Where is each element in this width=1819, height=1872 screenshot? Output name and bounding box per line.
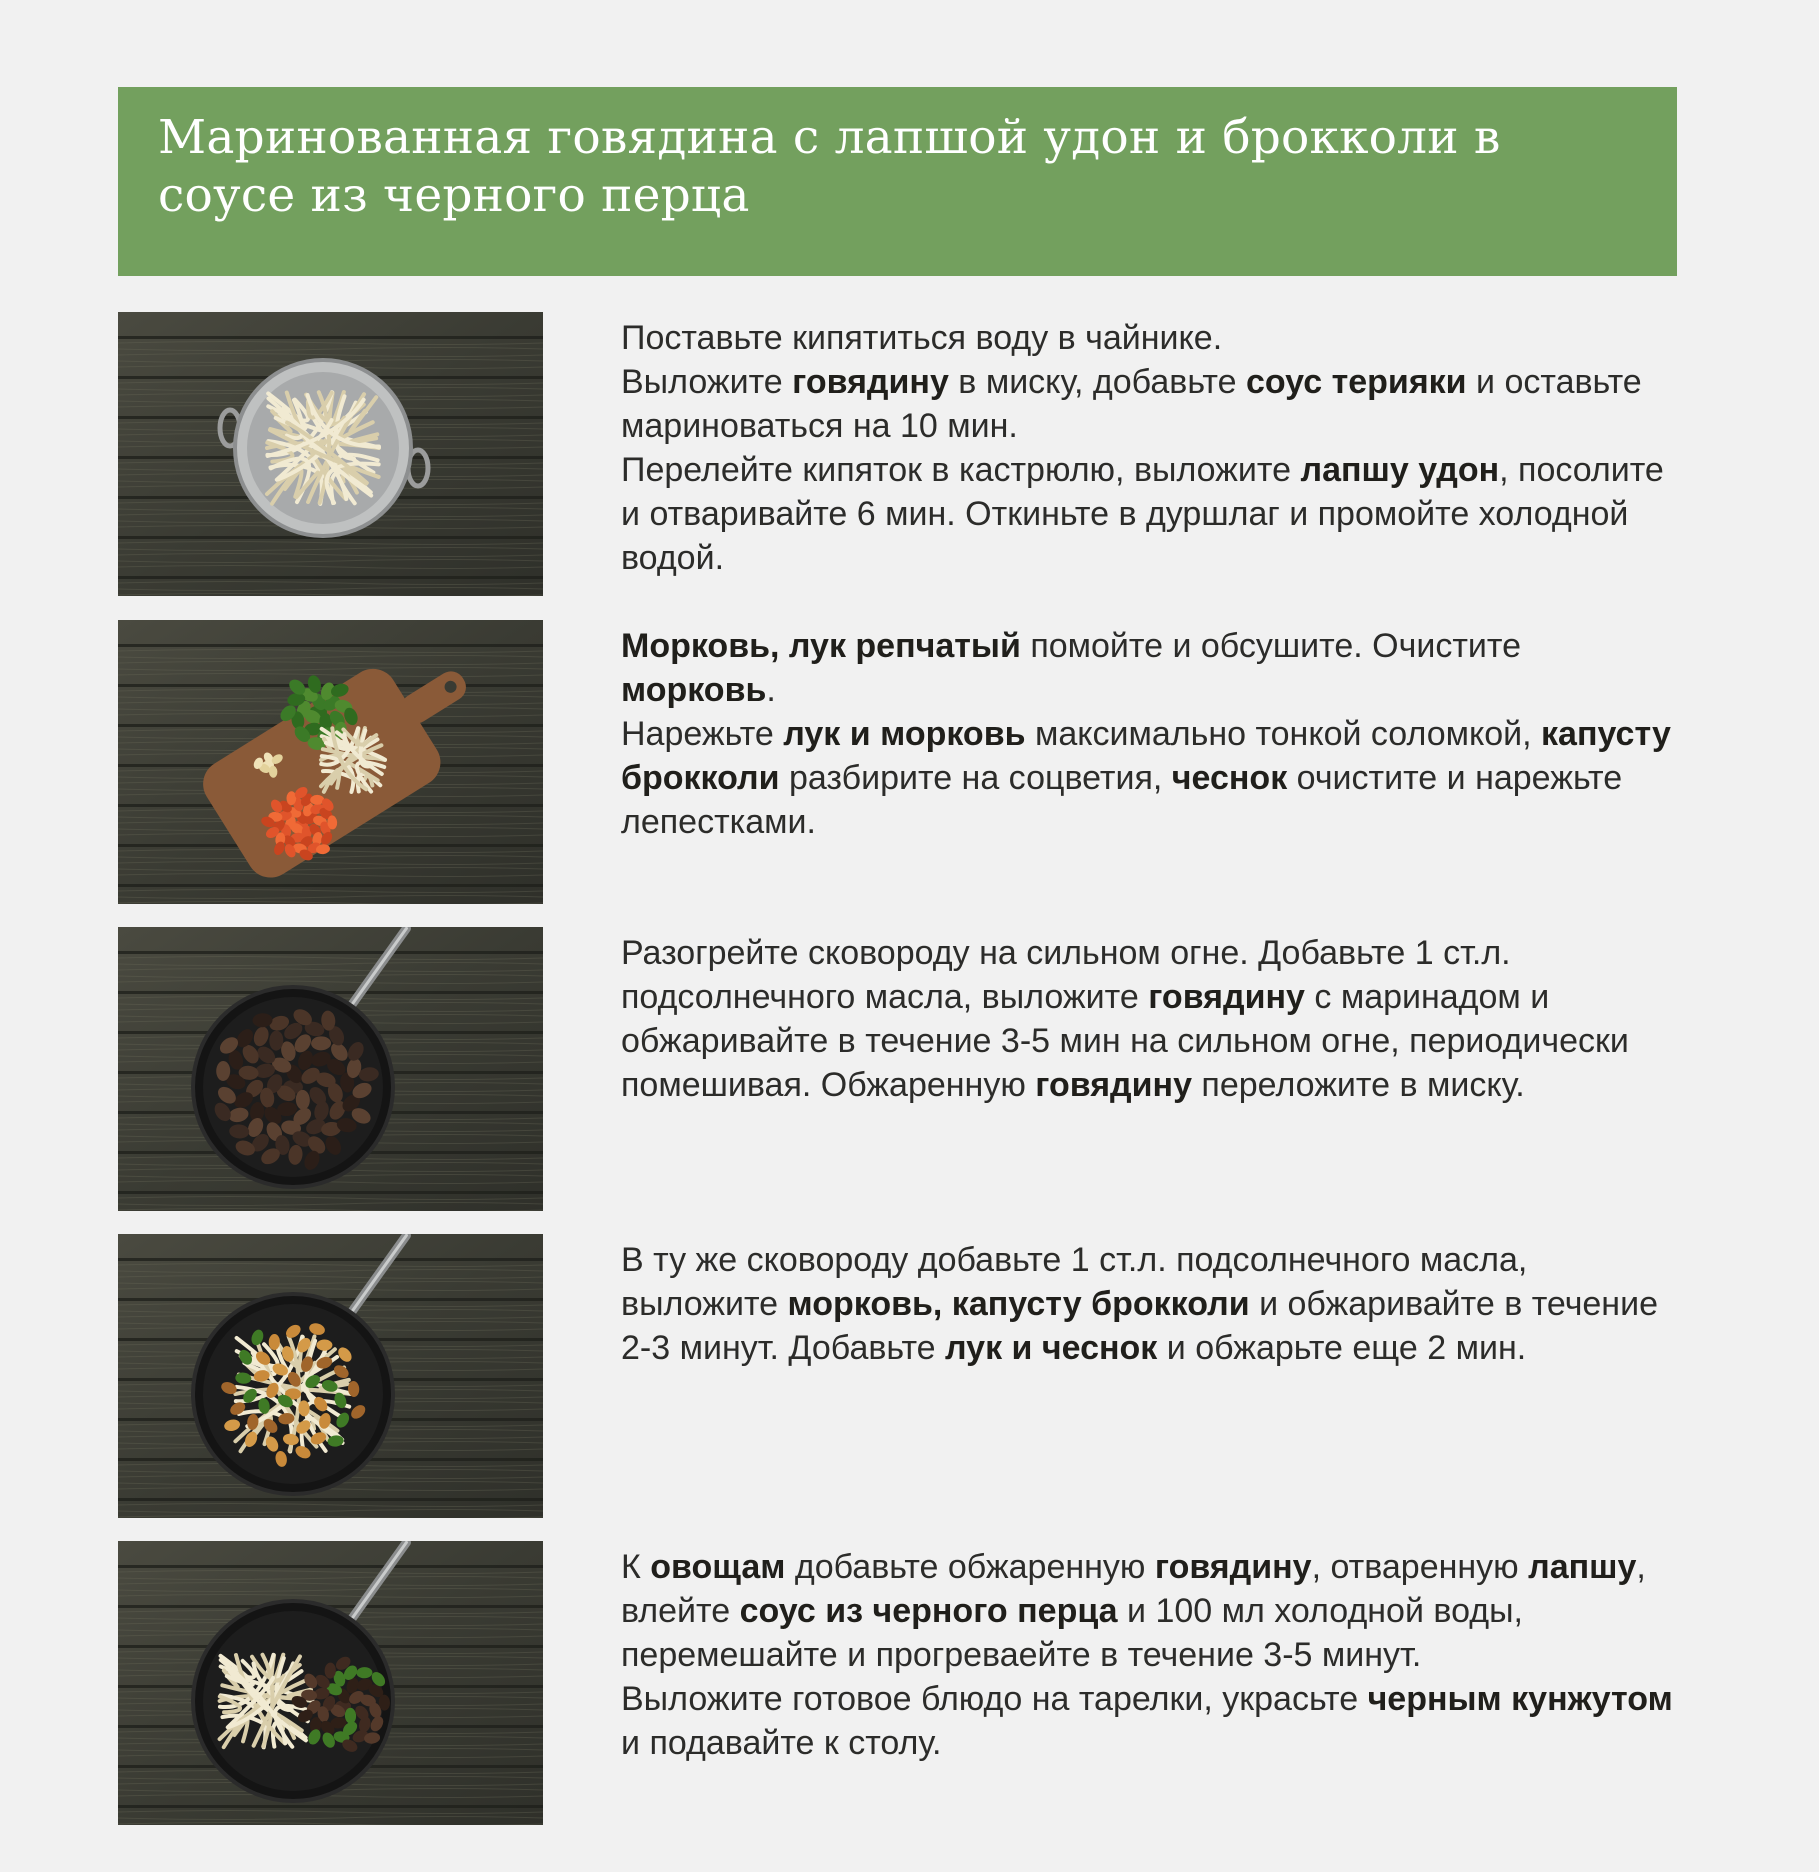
instruction-paragraph [621, 316, 1681, 360]
instruction-text: Выложите готовое блюдо на тарелки, украсьте [621, 1680, 1368, 1718]
instruction-text: и оставьте мариноваться на 10 мин. [621, 363, 1642, 445]
ingredient-highlight: говядину [1154, 1548, 1312, 1586]
noodles-in-colander-photo [118, 312, 543, 596]
instruction-text: К [621, 1548, 651, 1586]
instruction-paragraph [621, 448, 1681, 580]
ingredient-highlight: лук и морковь [783, 715, 1026, 753]
step-instructions [621, 316, 1681, 580]
instruction-text: Нарежьте [621, 715, 784, 753]
ingredient-highlight: Морковь, лук репчатый [621, 627, 1021, 665]
instruction-paragraph [621, 624, 1681, 712]
recipe-title: Маринованная говядина с лапшой удон и брокколи в соусе из черного перца [158, 110, 1501, 223]
ingredient-highlight: лапшу удон [1300, 451, 1500, 489]
ingredient-highlight: овощам [650, 1548, 786, 1586]
instruction-text: Разогрейте сковороду на сильном огне. Добавьте 1 ст.л. подсолнечного масла, выложите [621, 934, 1511, 1016]
vegetables-in-pan-photo [118, 1234, 543, 1518]
instruction-text: и подавайте к столу. [621, 1724, 942, 1762]
step-instructions [621, 1545, 1681, 1765]
instruction-text: В ту же сковороду добавьте 1 ст.л. подсолнечного масла, выложите [621, 1241, 1528, 1323]
instruction-text: , отваренную [1311, 1548, 1529, 1586]
instruction-text: Поставьте кипятиться воду в чайнике. [621, 319, 1223, 357]
instruction-text: разбирите на соцветия, [779, 759, 1172, 797]
recipe-step-1 [118, 312, 1677, 596]
step-instructions [621, 931, 1681, 1107]
ingredient-highlight: соус из черного перца [739, 1592, 1118, 1630]
instruction-text: , влейте [621, 1548, 1646, 1630]
recipe-step-2 [118, 620, 1677, 904]
ingredient-highlight: лук и чеснок [945, 1329, 1158, 1367]
recipe-step-4 [118, 1234, 1677, 1518]
instruction-text: переложите в миску. [1191, 1066, 1525, 1104]
instruction-text: очистите и нарежьте лепестками. [621, 759, 1623, 841]
ingredient-highlight: капусту брокколи [621, 715, 1671, 797]
ingredient-highlight: говядину [792, 363, 949, 401]
ingredient-highlight: соус терияки [1245, 363, 1467, 401]
instruction-text: с маринадом и обжаривайте в течение 3-5 мин на сильном огне, периодически помешивая. Обжаренную [621, 978, 1629, 1104]
instruction-text: максимально тонкой соломкой, [1025, 715, 1542, 753]
ingredient-highlight: морковь, капусту брокколи [787, 1285, 1250, 1323]
instruction-text: . [766, 671, 776, 709]
instruction-paragraph [621, 360, 1681, 448]
instruction-text: , посолите и отваривайте 6 мин. Откиньте в дуршлаг и промойте холодной водой. [621, 451, 1664, 577]
recipe-step-3 [118, 927, 1677, 1211]
instruction-text: и 100 мл холодной воды, перемешайте и прогреваейте в течение 3-5 минут. [621, 1592, 1523, 1674]
recipe-step-5 [118, 1541, 1677, 1825]
noodles-with-beef-in-pan-photo [118, 1541, 543, 1825]
ingredient-highlight: лапшу [1528, 1548, 1637, 1586]
instruction-paragraph [621, 1238, 1681, 1370]
step-instructions [621, 1238, 1681, 1370]
ingredient-highlight: морковь [621, 671, 767, 709]
title-banner [118, 87, 1677, 276]
beef-in-pan-photo [118, 927, 543, 1211]
ingredient-highlight: говядину [1148, 978, 1305, 1016]
instruction-text: Перелейте кипяток в кастрюлю, выложите [621, 451, 1301, 489]
instruction-paragraph [621, 1545, 1681, 1677]
ingredient-highlight: чеснок [1171, 759, 1288, 797]
instruction-text: добавьте обжаренную [785, 1548, 1155, 1586]
instruction-text: и обжаривайте в течение 2-3 минут. Добавьте [621, 1285, 1658, 1367]
instruction-paragraph [621, 712, 1681, 844]
instruction-paragraph [621, 1677, 1681, 1765]
instruction-text: и обжарьте еще 2 мин. [1157, 1329, 1527, 1367]
instruction-text: в миску, добавьте [948, 363, 1246, 401]
instruction-paragraph [621, 931, 1681, 1107]
instruction-text: Выложите [621, 363, 793, 401]
instruction-text: помойте и обсушите. Очистите [1020, 627, 1521, 665]
ingredient-highlight: черным кунжутом [1367, 1680, 1673, 1718]
vegetables-on-cutting-board-photo [118, 620, 543, 904]
ingredient-highlight: говядину [1035, 1066, 1192, 1104]
step-instructions [621, 624, 1681, 844]
